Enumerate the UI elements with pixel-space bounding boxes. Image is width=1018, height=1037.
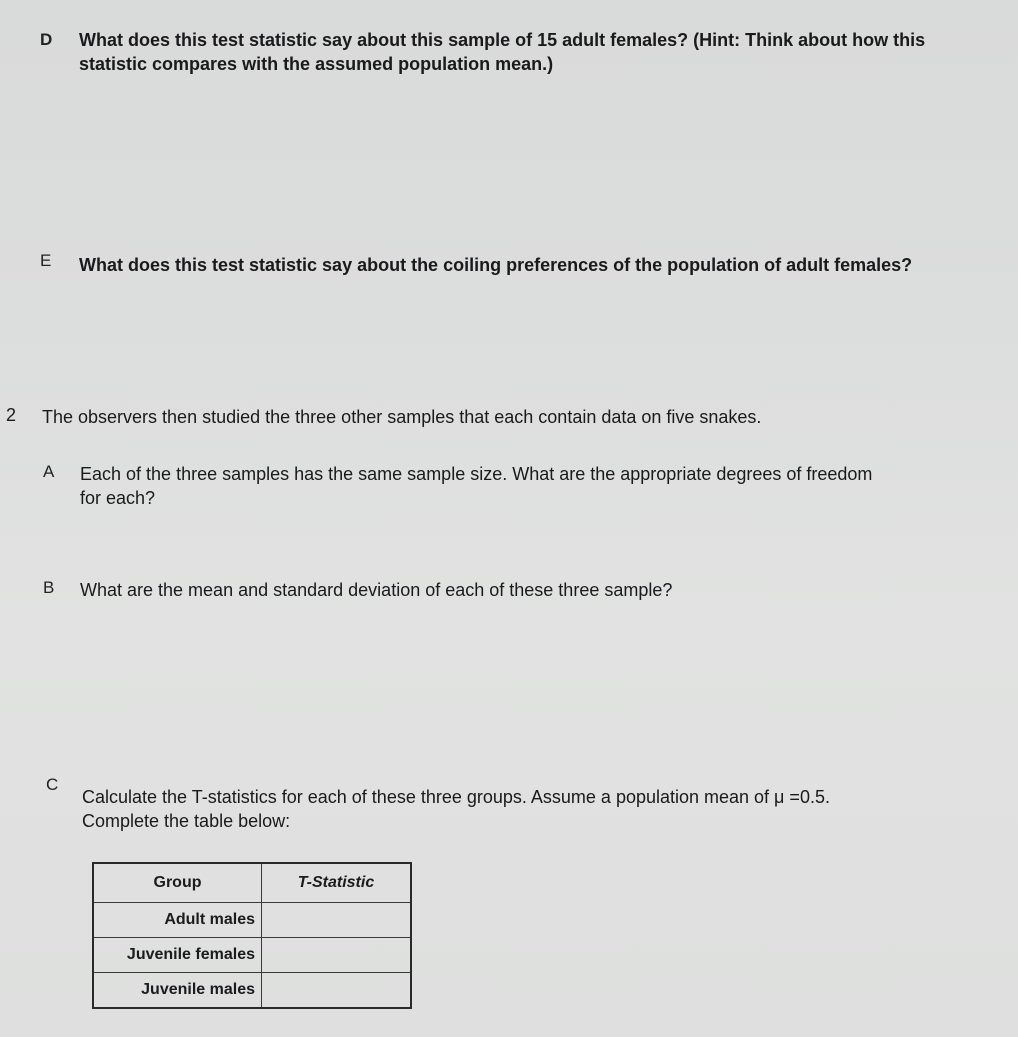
t-statistic-table (92, 862, 412, 1009)
question-b-line1: What are the mean and standard deviation of each of these three sample? (80, 580, 673, 600)
table-cell-group: Adult males (93, 903, 262, 938)
question-a-line1: Each of the three samples has the same sample size. What are the appropriate degrees of freedom (80, 464, 873, 484)
question-d-letter: D (40, 30, 53, 49)
question-c-line2: Complete the table below: (82, 811, 291, 831)
table-cell-t-statistic[interactable] (262, 973, 412, 1009)
question-c-text (82, 785, 982, 833)
question-e-letter: E (40, 251, 52, 270)
question-c-line1: Calculate the T-statistics for each of these three groups. Assume a population mean of μ =0.5. (82, 787, 830, 807)
question-a-letter: A (43, 462, 55, 481)
question-a-text (80, 462, 1000, 510)
table-row (93, 938, 411, 973)
table-row (93, 903, 411, 938)
question-d-text (79, 28, 1009, 76)
question-b-text (80, 578, 1000, 602)
table-cell-t-statistic[interactable] (262, 903, 412, 938)
question-d-line1: What does this test statistic say about this sample of 15 adult females? (Hint: Think about how this (79, 30, 926, 50)
table-header-row (93, 863, 411, 903)
question-e-text (79, 253, 1009, 277)
question-2-number: 2 (6, 405, 17, 425)
question-a-line2: for each? (80, 488, 156, 508)
table-cell-group: Juvenile females (93, 938, 262, 973)
table-cell-group: Juvenile males (93, 973, 262, 1009)
table-header-group: Group (93, 863, 262, 903)
question-d-line2: statistic compares with the assumed population mean.) (79, 54, 554, 74)
question-c-letter: C (46, 775, 59, 794)
table-cell-t-statistic[interactable] (262, 938, 412, 973)
question-2-line1: The observers then studied the three other samples that each contain data on five snakes. (42, 407, 762, 427)
question-2-text (42, 405, 942, 429)
table-row (93, 973, 411, 1009)
table-header-t-statistic: T-Statistic (262, 863, 412, 903)
question-b-letter: B (43, 578, 55, 597)
question-e-line1: What does this test statistic say about the coiling preferences of the population of adult females? (79, 255, 913, 275)
